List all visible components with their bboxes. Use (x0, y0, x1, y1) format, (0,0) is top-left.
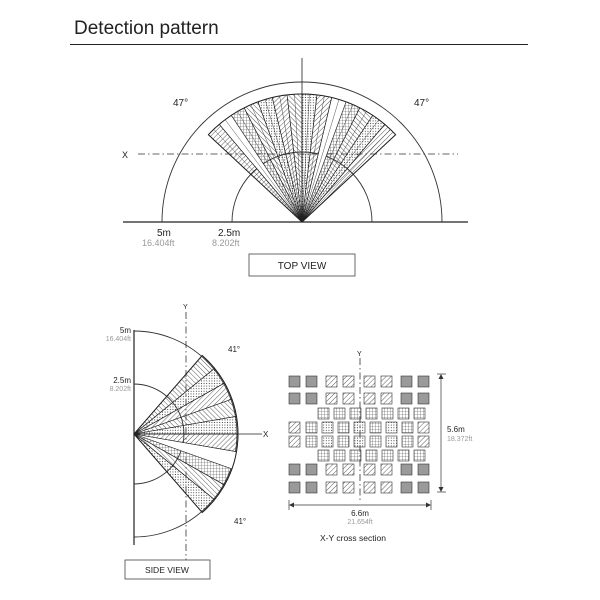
page-title: Detection pattern (74, 18, 219, 39)
side-view-range-far-ft: 16.404ft (105, 336, 131, 343)
side-view-diagram (106, 304, 269, 579)
cross-section-width-ft: 21.654ft (347, 519, 373, 526)
top-view-range-near-m: 2.5m (218, 228, 241, 239)
cross-section-zone-cell (289, 393, 300, 404)
cross-section-axis-y-label: Y (357, 351, 362, 358)
cross-section-zone-cell (364, 376, 375, 387)
cross-section-zone-cell (386, 422, 397, 433)
cross-section-zone-cell (343, 464, 354, 475)
cross-section-zone-cell (386, 436, 397, 447)
cross-section-zone-cell (338, 422, 349, 433)
cross-section-zone-cell (343, 376, 354, 387)
cross-section-zone-cell (289, 422, 300, 433)
cross-section-zone-cell (418, 393, 429, 404)
cross-section-zone-cell (402, 436, 413, 447)
cross-section-zone-cell (402, 422, 413, 433)
cross-section-zone-cell (326, 376, 337, 387)
cross-section-zone-cell (343, 482, 354, 493)
cross-section-width-m: 6.6m (351, 509, 369, 518)
side-view-range-near-ft: 8.202ft (109, 386, 131, 393)
cross-section-zone-cell (289, 436, 300, 447)
cross-section-zone-cell (289, 464, 300, 475)
side-view-range-far-m: 5m (119, 326, 131, 335)
cross-section-zone-cell (398, 450, 409, 461)
cross-section-zone-cell (382, 450, 393, 461)
side-view-detection-fan (134, 356, 238, 513)
cross-section-zone-cell (414, 408, 425, 419)
cross-section-zone-cell (418, 464, 429, 475)
cross-section-zone-cell (364, 464, 375, 475)
cross-section-zone-cell (418, 482, 429, 493)
cross-section-zone-cell (366, 450, 377, 461)
cross-section-zone-cell (354, 422, 365, 433)
cross-section-zone-cell (414, 450, 425, 461)
cross-section-zone-cell (364, 482, 375, 493)
cross-section-zone-cell (334, 408, 345, 419)
top-view-axis-x-label: X (122, 150, 129, 160)
cross-section-zone-cell (306, 464, 317, 475)
cross-section-height-m: 5.6m (447, 425, 465, 434)
cross-section-caption: X-Y cross section (320, 533, 386, 543)
side-view-axis-y-label: Y (183, 304, 188, 311)
cross-section-zone-cell (381, 376, 392, 387)
cross-section-zone-cell (318, 408, 329, 419)
cross-section-zone-cell (364, 393, 375, 404)
side-view-angle-top: 41° (228, 345, 241, 354)
cross-section-zone-cell (401, 393, 412, 404)
top-view-diagram (122, 58, 468, 276)
cross-section-zone-cell (338, 436, 349, 447)
cross-section-zone-cell (326, 464, 337, 475)
top-view-angle-left: 47° (173, 98, 189, 109)
top-view-caption: TOP VIEW (277, 261, 327, 272)
cross-section-zone-cell (418, 422, 429, 433)
cross-section-zone-cell (326, 393, 337, 404)
cross-section-zone-cell (370, 422, 381, 433)
cross-section-zone-cell (354, 436, 365, 447)
cross-section-zone-cell (401, 482, 412, 493)
cross-section-zone-cell (350, 450, 361, 461)
cross-section-zone-cell (418, 436, 429, 447)
cross-section-zone-cell (350, 408, 361, 419)
top-view-range-far-m: 5m (157, 228, 171, 239)
cross-section-zone-cell (306, 422, 317, 433)
cross-section-zone-cell (306, 482, 317, 493)
cross-section-diagram (289, 351, 472, 543)
side-view-caption: SIDE VIEW (145, 565, 189, 575)
cross-section-zone-cell (382, 408, 393, 419)
cross-section-zone-cell (289, 376, 300, 387)
cross-section-zone-cell (381, 482, 392, 493)
cross-section-zone-cell (326, 482, 337, 493)
cross-section-height-ft: 18.372ft (447, 436, 473, 443)
cross-section-zone-cell (318, 450, 329, 461)
cross-section-zone-cell (401, 376, 412, 387)
side-view-angle-bottom: 41° (234, 517, 247, 526)
top-view-detection-fan (208, 94, 395, 222)
cross-section-zone-cell (289, 482, 300, 493)
cross-section-zone-cell (306, 376, 317, 387)
cross-section-zone-cell (381, 464, 392, 475)
side-view-range-near-m: 2.5m (113, 376, 131, 385)
cross-section-zone-cell (322, 436, 333, 447)
cross-section-zone-cell (370, 436, 381, 447)
top-view-angle-right: 47° (414, 98, 430, 109)
cross-section-zone-cell (343, 393, 354, 404)
cross-section-zone-cell (398, 408, 409, 419)
side-view-axis-x-label: X (263, 430, 269, 439)
cross-section-zone-cell (322, 422, 333, 433)
cross-section-zones (289, 376, 429, 493)
cross-section-zone-cell (306, 436, 317, 447)
cross-section-zone-cell (418, 376, 429, 387)
cross-section-zone-cell (334, 450, 345, 461)
cross-section-zone-cell (366, 408, 377, 419)
cross-section-zone-cell (306, 393, 317, 404)
cross-section-zone-cell (381, 393, 392, 404)
cross-section-zone-cell (401, 464, 412, 475)
top-view-range-near-ft: 8.202ft (212, 238, 240, 248)
top-view-range-far-ft: 16.404ft (142, 238, 175, 248)
